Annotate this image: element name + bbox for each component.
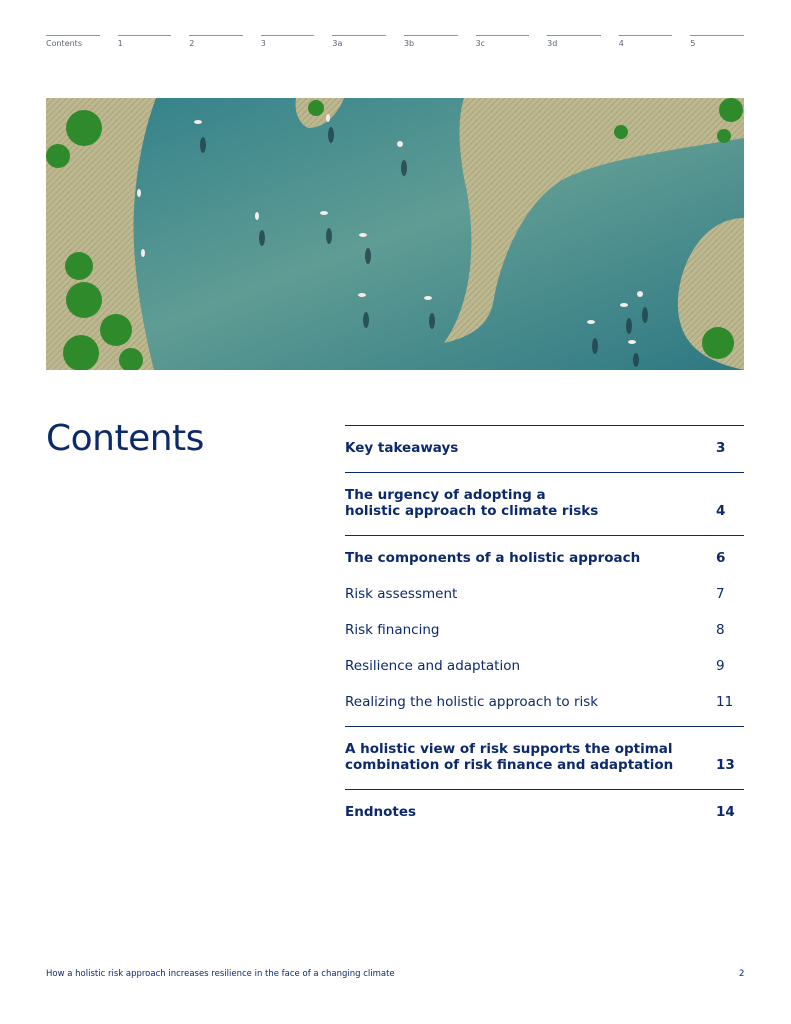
toc-entry-label: The urgency of adopting a holistic approach to climate risks <box>345 487 599 519</box>
nav-item-3a[interactable]: 3a <box>332 35 386 48</box>
footer-page-number: 2 <box>739 969 745 979</box>
toc-entry-label: The components of a holistic approach <box>345 550 641 566</box>
toc-entry-label: Realizing the holistic approach to risk <box>345 694 599 710</box>
toc-entry-holistic-view[interactable] <box>345 741 744 773</box>
nav-item-1[interactable]: 1 <box>118 35 172 48</box>
nav-item-4[interactable]: 4 <box>619 35 673 48</box>
footer-document-title: How a holistic risk approach increases resilience in the face of a changing climate <box>46 969 395 979</box>
toc-entry-label: Risk assessment <box>345 586 458 602</box>
toc-entry-key-takeaways[interactable] <box>345 440 744 456</box>
toc-section <box>345 472 744 535</box>
nav-item-3d[interactable]: 3d <box>547 35 601 48</box>
toc-entry-resilience[interactable] <box>345 658 744 674</box>
toc-entry-page: 8 <box>716 622 725 638</box>
nav-item-3c[interactable]: 3c <box>476 35 530 48</box>
toc-entry-label: Risk financing <box>345 622 440 638</box>
toc-entry-components[interactable] <box>345 550 744 566</box>
page-title: Contents <box>46 418 204 459</box>
toc-entry-label: Key takeaways <box>345 440 459 456</box>
toc-entry-label: Endnotes <box>345 804 417 820</box>
toc-section <box>345 789 744 836</box>
hero-aerial-photo <box>46 98 744 370</box>
toc-entry-page: 11 <box>716 694 734 710</box>
nav-item-5[interactable]: 5 <box>690 35 744 48</box>
toc-entry-page: 9 <box>716 658 725 674</box>
toc-entry-page: 14 <box>716 804 735 820</box>
toc-entry-page: 4 <box>716 503 726 519</box>
section-navigation <box>46 35 744 48</box>
toc-entry-page: 13 <box>716 757 735 773</box>
toc-entry-urgency[interactable] <box>345 487 744 519</box>
toc-entry-label: Resilience and adaptation <box>345 658 521 674</box>
toc-entry-page: 6 <box>716 550 726 566</box>
toc-section <box>345 425 744 472</box>
toc-entry-page: 7 <box>716 586 725 602</box>
nav-item-3[interactable]: 3 <box>261 35 315 48</box>
toc-section <box>345 535 744 726</box>
nav-item-contents[interactable]: Contents <box>46 35 100 48</box>
toc-section <box>345 726 744 789</box>
toc-entry-risk-financing[interactable] <box>345 622 744 638</box>
toc-entry-endnotes[interactable] <box>345 804 744 820</box>
toc-entry-risk-assessment[interactable] <box>345 586 744 602</box>
table-of-contents <box>345 425 744 836</box>
toc-entry-page: 3 <box>716 440 726 456</box>
nav-item-3b[interactable]: 3b <box>404 35 458 48</box>
toc-entry-realizing[interactable] <box>345 694 744 710</box>
toc-entry-label: A holistic view of risk supports the optimal combination of risk finance and adaptation <box>345 741 674 773</box>
nav-item-2[interactable]: 2 <box>189 35 243 48</box>
